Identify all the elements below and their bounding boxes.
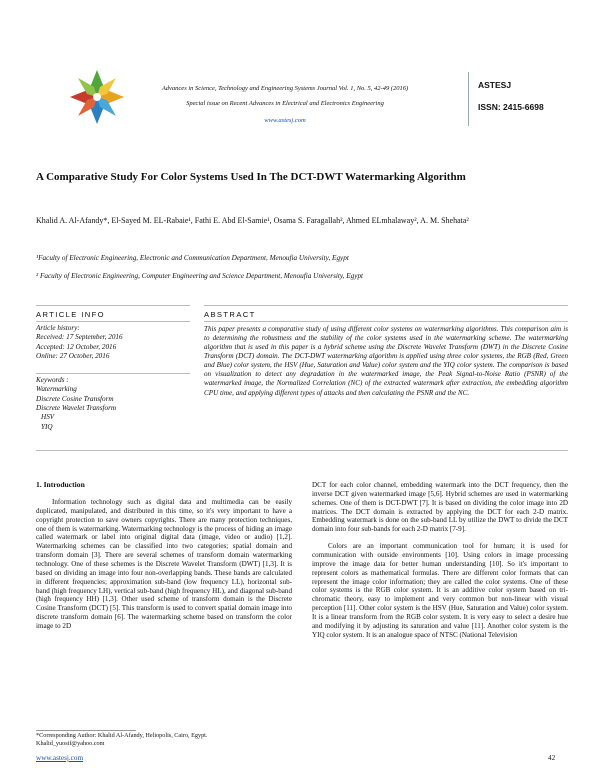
issn: ISSN: 2415-6698 bbox=[478, 102, 544, 112]
paragraph: DCT for each color channel, embedding watermark into the DCT frequency, then the inverse DCT given watermarked image [5,6]. Hybrid schemes are used in watermarking schemes. One of them is DCT-DWT [7]. It is based on dividing the color image into 2D matrices. The DCT domain is extracted by applying the DCT for each 2-D matrix. Embedding watermark is done on the sub-band LL by utilize the DWT to divide the DCT domain into four sub-bands for each 2-D matrix [7-9]. bbox=[312, 481, 568, 534]
paper-title: A Comparative Study For Color Systems Used In The DCT-DWT Watermarking Algorithm bbox=[36, 171, 466, 183]
keywords-label: Keywords : bbox=[36, 376, 69, 384]
footnote-corresponding: *Corresponding Author: Khalid Al-Afandy, Heliopolis, Cairo, Egypt. bbox=[36, 732, 208, 739]
left-column bbox=[36, 498, 292, 639]
footnote-rule bbox=[36, 730, 136, 731]
brand-name: ASTESJ bbox=[478, 80, 512, 90]
paragraph: Information technology such as digital data and multimedia can be easily duplicated, manipulated, and distributed in this time, so it's very important to have a copyright protection to save owners copyrights. There are many protection techniques, one of them is watermarking. Watermarking technology is the process of hiding an image called watermark or label into original digital data (image, video or audio) [1,2]. Watermarking schemes can be classified into two categories; spatial domain and transform domain [3]. There are several schemes of transform domain watermarking technology. One of these schemes is the Discrete Wavelet Transform (DWT) [1,3]. It is based on dividing an image into four non-overlapping bands. These bands are calculated in different frequencies; approximation sub-band (low frequency LL), horizontal sub-band (high frequency LH), vertical sub-band (high frequency HL), and diagonal sub-band (high frequency HH) [1,3]. Other used scheme of transform domain is the Discrete Cosine Transform (DCT) [5]. This transform is used to convert spatial domain image into discrete transform domain [6]. The watermarking scheme based on transform the color image to 2D bbox=[36, 498, 292, 631]
article-history bbox=[36, 324, 190, 361]
abstract-bottom-rule bbox=[36, 450, 568, 451]
journal-website-link[interactable]: www.astesj.com bbox=[264, 117, 306, 124]
affiliation-2: ² Faculty of Electronic Engineering, Computer Engineering and Science Department, Menoufia University, Egypt bbox=[36, 272, 364, 280]
abstract-heading: ABSTRACT bbox=[204, 310, 256, 319]
history-label: Article history: bbox=[36, 324, 80, 332]
keyword: Discrete Cosine Transform bbox=[36, 394, 114, 403]
keyword: YIQ bbox=[41, 422, 53, 431]
footnote bbox=[36, 732, 296, 748]
info-sep-rule bbox=[36, 373, 190, 374]
abstract-mid-rule bbox=[204, 321, 568, 322]
keywords-block bbox=[36, 376, 190, 432]
keyword: HSV bbox=[41, 413, 55, 422]
page-number: 42 bbox=[548, 754, 556, 762]
received-date: Received: 17 September, 2016 bbox=[36, 333, 123, 342]
journal-logo bbox=[62, 62, 132, 132]
authors: Khalid A. Al-Afandy*, El-Sayed M. EL-Rabaie¹, Fathi E. Abd El-Samie¹, Osama S. Faragallah², Ahmed ELmhalaway², A. M. Shehata² bbox=[36, 216, 469, 225]
abstract-top-rule bbox=[204, 305, 568, 306]
section-heading-introduction: 1. Introduction bbox=[36, 480, 85, 489]
footer-website-link[interactable]: www.astesj.com bbox=[36, 754, 84, 762]
right-column bbox=[312, 481, 568, 648]
info-mid-rule bbox=[36, 321, 190, 322]
accepted-date: Accepted: 12 October, 2016 bbox=[36, 342, 117, 351]
article-info-heading: ARTICLE INFO bbox=[36, 310, 105, 319]
footnote-email[interactable]: Khalid_yuosif@yahoo.com bbox=[36, 740, 105, 748]
keyword: Discrete Wavelet Transform bbox=[36, 404, 117, 413]
info-top-rule bbox=[36, 305, 190, 306]
affiliation-1: ¹Faculty of Electronic Engineering, Electronic and Communication Department, Menoufia University, Egypt bbox=[36, 254, 349, 262]
online-date: Online: 27 October, 2016 bbox=[36, 352, 110, 361]
keyword: Watermarking bbox=[36, 385, 77, 394]
special-issue-line: Special issue on Recent Advances in Electrical and Electronics Engineering bbox=[186, 100, 384, 107]
paragraph: Colors are an important communication tool for human; it is used for communication with outside environments [10]. Using colors in image processing improve the image data for better human understanding [10]. So it's important to represent colors as mathematical formulas. There are different color formats that can represent the image color information; they are called the color systems. One of these color systems is the RGB color system. It is an additive color system based on tri-chromatic theory, easy to implement and very common but non-linear with visual perception [11]. Other color system is the HSV (Hue, Saturation and Value) color system. It is a linear transform from the RGB color system. It is very easy to select a desire hue and modifying it by adjusting its saturation and value [11]. Another color system is the YIQ color system. It is an analogue space of NTSC (National Television bbox=[312, 542, 568, 639]
journal-line: Advances in Science, Technology and Engineering Systems Journal Vol. 1, No. 5, 42-49 (2016) bbox=[161, 85, 409, 92]
abstract-text: This paper presents a comparative study of using different color systems on watermarking algorithms. This comparison aim is to determining the robustness and the stability of the color systems used in the watermarking scheme. The watermarking algorithm that is used in this paper is a hybrid scheme using the Discrete Wavelet Transform (DWT) in the Discrete Cosine Transform (DCT) domain. The DCT-DWT watermarking algorithm is applied using three color systems, the RGB (Red, Green and Blue) color system, the HSV (Hue, Saturation and Value) color system and the YIQ color system. The comparison is based on visualization to detect any degradation in the watermarked image, the Peak Signal-to-Noise Ratio (PSNR) of the watermarked image, the Normalized Correlation (NC) of the extracted watermark after extraction, the embedding algorithm CPU time, and applying different types of attacks and then calculating the PSNR and the NC. bbox=[204, 325, 568, 397]
